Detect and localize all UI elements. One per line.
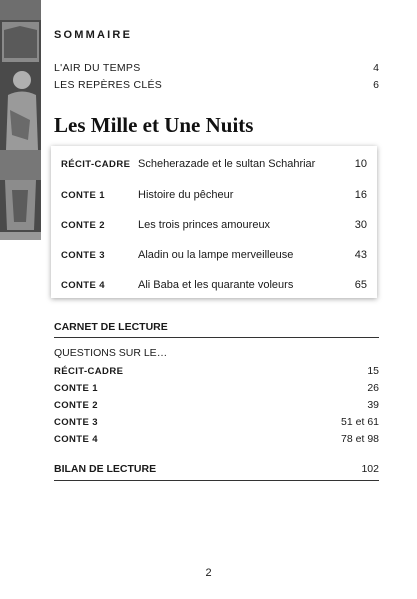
page-number: 2 [205, 567, 212, 579]
entry-label: L'AIR DU TEMPS [54, 62, 141, 74]
entry-label: LES REPÈRES CLÉS [54, 79, 163, 91]
question-page: 15 [367, 365, 379, 377]
section-title: SOMMAIRE [54, 29, 133, 41]
question-entry[interactable] [54, 382, 379, 394]
tale-title: Ali Baba et les quarante voleurs [138, 279, 294, 291]
question-label: CONTE 4 [54, 434, 98, 445]
questions-heading [54, 347, 379, 359]
tale-label: CONTE 3 [61, 249, 105, 261]
tale-title: Histoire du pêcheur [138, 189, 234, 201]
tale-title: Les trois princes amoureux [138, 219, 271, 231]
tale-row[interactable] [61, 154, 367, 174]
questions-heading-label: QUESTIONS SUR LE… [54, 347, 168, 359]
bilan-page: 102 [361, 463, 379, 475]
question-entry[interactable] [54, 399, 379, 411]
question-label: CONTE 2 [54, 400, 98, 411]
tale-row[interactable] [61, 185, 367, 205]
entry-page: 4 [373, 62, 379, 74]
side-illustration [0, 0, 41, 240]
tale-page: 65 [354, 279, 367, 291]
question-entry[interactable] [54, 416, 379, 428]
question-page: 51 et 61 [341, 416, 379, 428]
tale-label: CONTE 2 [61, 219, 105, 231]
question-entry[interactable] [54, 365, 379, 377]
tale-row[interactable] [61, 215, 367, 235]
tale-page: 10 [354, 158, 367, 170]
carnet-heading[interactable] [54, 321, 379, 333]
intro-entry[interactable] [54, 62, 379, 74]
tale-row[interactable] [61, 245, 367, 265]
work-title: Les Mille et Une Nuits [54, 113, 254, 137]
tale-page: 16 [354, 189, 367, 201]
divider [54, 480, 379, 481]
question-label: CONTE 1 [54, 383, 98, 394]
tale-label: RÉCIT-CADRE [61, 158, 131, 170]
intro-entry[interactable] [54, 79, 379, 91]
carnet-heading-label: CARNET DE LECTURE [54, 321, 168, 333]
divider [54, 337, 379, 338]
tale-title: Scheherazade et le sultan Schahriar [138, 158, 316, 170]
tale-page: 43 [354, 249, 367, 261]
question-label: RÉCIT-CADRE [54, 366, 124, 377]
question-label: CONTE 3 [54, 417, 98, 428]
question-page: 78 et 98 [341, 433, 379, 445]
tale-row[interactable] [61, 275, 367, 295]
tales-panel [51, 146, 377, 298]
entry-page: 6 [373, 79, 379, 91]
question-page: 39 [367, 399, 379, 411]
tale-page: 30 [354, 219, 367, 231]
tale-label: CONTE 4 [61, 279, 105, 291]
bilan-heading-label: BILAN DE LECTURE [54, 463, 157, 475]
tale-label: CONTE 1 [61, 189, 105, 201]
tale-title: Aladin ou la lampe merveilleuse [138, 249, 294, 261]
question-page: 26 [367, 382, 379, 394]
question-entry[interactable] [54, 433, 379, 445]
bilan-heading[interactable] [54, 463, 379, 475]
